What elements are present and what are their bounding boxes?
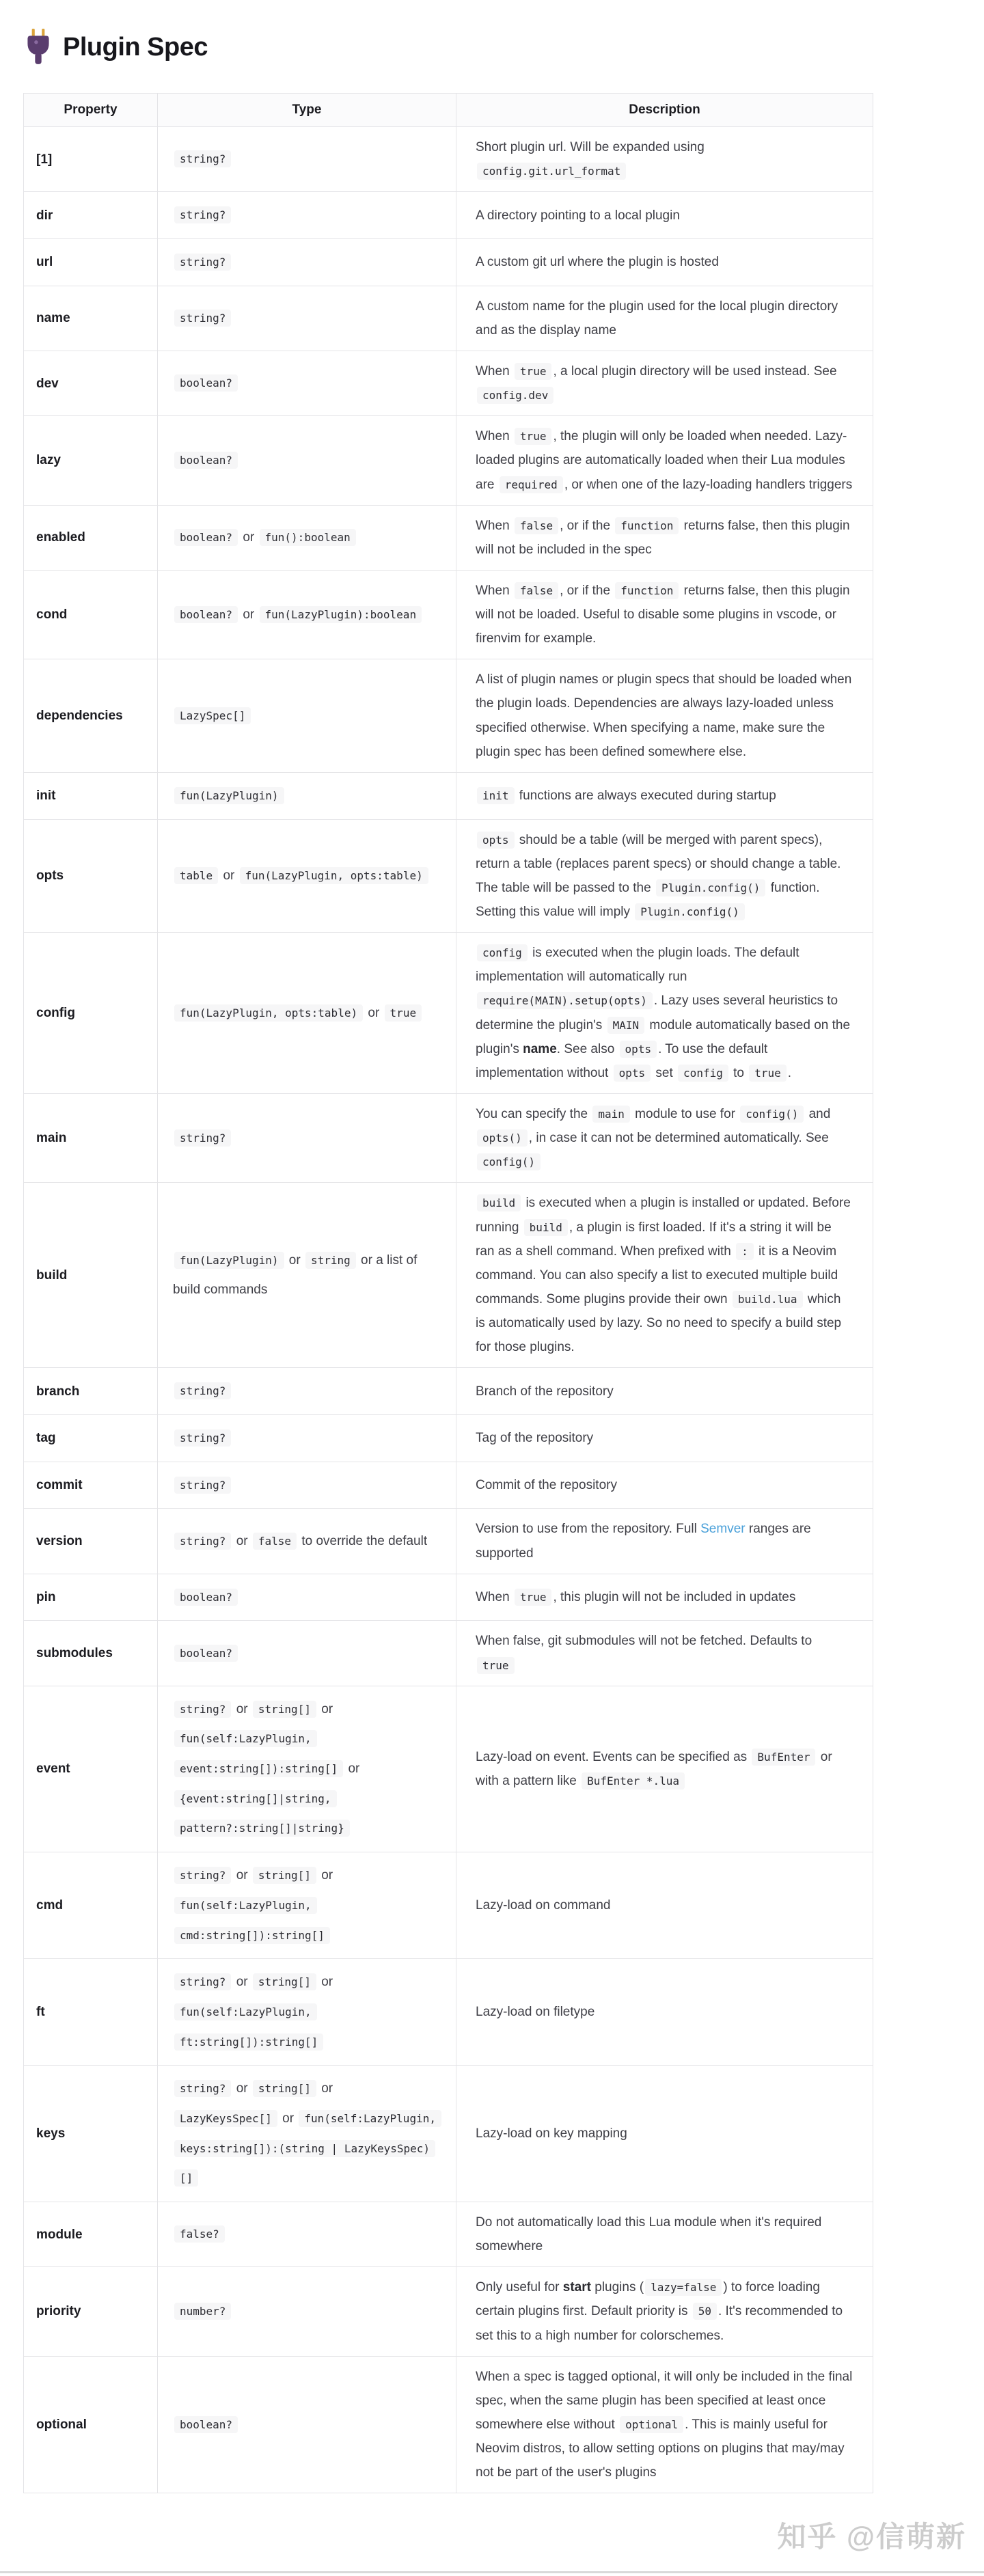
code-chip: boolean? — [174, 1589, 238, 1606]
description-cell — [456, 1462, 873, 1509]
text-segment: Tag of the repository — [476, 1431, 594, 1446]
text-segment: or a list of build commands — [173, 1252, 418, 1298]
property-cell: main — [24, 1094, 158, 1183]
property-cell: name — [24, 286, 158, 351]
code-chip: build.lua — [733, 1291, 803, 1308]
text-segment: . It's recommended to set this to a high number for colorschemes. — [476, 2304, 843, 2343]
type-cell — [158, 772, 456, 819]
code-chip: number? — [174, 2303, 231, 2320]
code-chip: boolean? — [174, 374, 238, 392]
code-chip: fun():boolean — [260, 529, 356, 546]
code-chip: boolean? — [174, 1645, 238, 1662]
text-segment: to override the default — [298, 1533, 428, 1548]
text-segment: or — [232, 2081, 251, 2096]
property-cell: priority — [24, 2267, 158, 2356]
code-chip: fun(self:LazyPlugin, keys:string[]):(string | LazyKeysSpec)[] — [174, 2110, 441, 2187]
table-row-submodules — [24, 1621, 873, 1686]
type-cell — [158, 2202, 456, 2267]
text-segment: or — [232, 1975, 251, 1990]
description-cell — [456, 772, 873, 819]
property-cell: cmd — [24, 1852, 158, 1959]
code-chip: fun(LazyPlugin) — [174, 787, 284, 804]
code-chip: true — [477, 1657, 515, 1674]
code-chip: true — [515, 428, 552, 445]
code-chip: Plugin.config() — [635, 903, 745, 920]
text-segment: . Lazy uses several heuristics to determine the plugin's — [476, 994, 838, 1032]
description-cell — [456, 1852, 873, 1959]
code-chip: true — [749, 1065, 787, 1082]
property-cell: branch — [24, 1368, 158, 1415]
type-cell — [158, 1509, 456, 1574]
text-segment: . To use the default implementation without — [476, 1041, 768, 1080]
table-row-event — [24, 1686, 873, 1852]
text-segment: should be a table (will be merged with parent specs), return a table (replaces parent specs) or should change a table. The table will be passed to the — [476, 832, 841, 895]
text-segment: is executed when a plugin is installed or updated. Before running — [476, 1196, 851, 1235]
text-segment: or — [317, 1868, 333, 1883]
code-chip: config() — [740, 1106, 804, 1123]
table-row-dependencies — [24, 659, 873, 773]
text-segment: Lazy-load on filetype — [476, 2005, 595, 2020]
property-cell: event — [24, 1686, 158, 1852]
text-segment: it is a Neovim command. You can also specify a list to executed multiple build commands. Some plugins provide their own — [476, 1244, 838, 1306]
text-segment: , a plugin is first loaded. If it's a string it will be ran as a shell command. When prefixed with — [476, 1220, 832, 1259]
text-segment: When — [476, 429, 513, 444]
code-chip: BufEnter — [752, 1749, 815, 1766]
table-row-pin — [24, 1574, 873, 1621]
spec-table-body — [24, 127, 873, 2493]
description-cell — [456, 819, 873, 933]
text-segment: is executed when the plugin loads. The default implementation will automatically run — [476, 946, 800, 985]
type-cell — [158, 2066, 456, 2202]
plug-stem — [35, 53, 41, 64]
text-segment: or — [239, 530, 258, 545]
description-cell — [456, 1509, 873, 1574]
plug-prong-right — [42, 29, 44, 36]
text-segment: or — [285, 1252, 304, 1268]
type-cell — [158, 1621, 456, 1686]
type-cell — [158, 416, 456, 505]
description-cell — [456, 192, 873, 239]
code-chip: string? — [174, 1382, 231, 1399]
code-chip: require(MAIN).setup(opts) — [477, 992, 653, 1009]
table-row-version — [24, 1509, 873, 1574]
code-chip: true — [385, 1004, 422, 1022]
description-cell — [456, 1621, 873, 1686]
property-cell: enabled — [24, 505, 158, 570]
code-chip: fun(LazyPlugin, opts:table) — [174, 1004, 363, 1022]
code-chip: fun(self:LazyPlugin, cmd:string[]):string[] — [174, 1897, 330, 1944]
text-segment: or — [239, 607, 258, 622]
text-segment: plugins ( — [590, 2280, 644, 2295]
text-segment: . See also — [556, 1041, 618, 1056]
text-segment: When false, git submodules will not be fetched. Defaults to — [476, 1634, 812, 1649]
type-cell — [158, 659, 456, 773]
code-chip: config — [678, 1065, 728, 1082]
text-segment: or — [364, 1005, 383, 1020]
text-segment: or — [232, 1533, 251, 1548]
type-cell — [158, 570, 456, 659]
text-segment: Commit of the repository — [476, 1478, 617, 1493]
text-segment: A custom git url where the plugin is hosted — [476, 255, 719, 270]
text-segment: , the plugin will only be loaded when needed. Lazy-loaded plugins are automatically loaded when their Lua modules are — [476, 429, 847, 492]
property-cell: submodules — [24, 1621, 158, 1686]
type-cell — [158, 1959, 456, 2066]
property-cell: build — [24, 1183, 158, 1368]
text-segment: or with a pattern like — [476, 1749, 832, 1788]
code-chip: fun(self:LazyPlugin, event:string[]):string[] — [174, 1730, 343, 1777]
code-chip: init — [477, 787, 515, 804]
text-segment: module automatically based on the plugin's — [476, 1017, 851, 1056]
property-cell: dev — [24, 351, 158, 415]
type-cell — [158, 1686, 456, 1852]
text-segment: Lazy-load on key mapping — [476, 2126, 627, 2141]
property-cell: url — [24, 238, 158, 286]
description-cell — [456, 416, 873, 505]
text-segment: A list of plugin names or plugin specs that should be loaded when the plugin loads. Dependencies are always lazy-loaded unless specified otherwise. When specifying a name, make sure the plugin spec has been defined somewhere else. — [476, 672, 852, 759]
column-header-description: Description — [456, 94, 873, 127]
text-segment: or — [232, 1868, 251, 1883]
text-segment: , or when one of the lazy-loading handlers triggers — [564, 477, 853, 492]
code-chip: LazySpec[] — [174, 707, 251, 724]
text-segment: When — [476, 518, 513, 533]
text-segment: returns false, then this plugin will not be included in the spec — [476, 518, 850, 557]
text-segment: returns false, then this plugin will not be loaded. Useful to disable some plugins in vscode, or firenvim for example. — [476, 583, 850, 646]
text-segment: , this plugin will not be included in updates — [553, 1590, 796, 1605]
text-segment: or — [232, 1701, 251, 1716]
table-row-init — [24, 772, 873, 819]
property-cell: [1] — [24, 127, 158, 192]
table-row-keys — [24, 2066, 873, 2202]
code-chip: string? — [174, 2080, 231, 2097]
code-chip: optional — [620, 2416, 683, 2433]
property-cell: dependencies — [24, 659, 158, 773]
text-segment: or — [278, 2111, 298, 2126]
type-cell — [158, 238, 456, 286]
description-cell — [456, 2356, 873, 2493]
table-row-priority — [24, 2267, 873, 2356]
type-cell — [158, 351, 456, 415]
table-row-dev — [24, 351, 873, 415]
code-chip: boolean? — [174, 452, 238, 469]
text-segment: , in case it can not be determined automatically. See — [528, 1131, 829, 1146]
text-segment: When a spec is tagged optional, it will only be included in the final spec, when the same plugin has been specified at least once somewhere else without — [476, 2369, 853, 2433]
type-cell — [158, 1574, 456, 1621]
code-chip: fun(LazyPlugin) — [174, 1252, 284, 1269]
code-chip: string[] — [253, 2080, 316, 2097]
code-chip: string? — [174, 1867, 231, 1884]
description-cell — [456, 659, 873, 773]
code-chip: config.dev — [477, 387, 554, 404]
text-segment: or — [344, 1762, 360, 1777]
type-cell — [158, 127, 456, 192]
property-cell: cond — [24, 570, 158, 659]
text-segment: Short plugin url. Will be expanded using — [476, 140, 705, 154]
text-segment: A directory pointing to a local plugin — [476, 208, 680, 223]
type-cell — [158, 2356, 456, 2493]
text-segment: When — [476, 583, 513, 598]
code-chip: LazyKeysSpec[] — [174, 2110, 277, 2127]
description-cell — [456, 127, 873, 192]
property-cell: tag — [24, 1415, 158, 1462]
property-cell: dir — [24, 192, 158, 239]
code-chip: fun(LazyPlugin):boolean — [260, 606, 422, 623]
type-cell — [158, 1462, 456, 1509]
plug-body — [27, 36, 49, 54]
description-cell — [456, 238, 873, 286]
table-row-name — [24, 286, 873, 351]
code-chip: string? — [174, 1533, 231, 1550]
code-chip: string? — [174, 150, 231, 167]
property-cell: version — [24, 1509, 158, 1574]
property-cell: module — [24, 2202, 158, 2267]
type-cell — [158, 933, 456, 1094]
code-chip: table — [174, 867, 218, 884]
description-cell — [456, 1574, 873, 1621]
text-segment: Branch of the repository — [476, 1384, 614, 1399]
text-segment: Only useful for — [476, 2280, 563, 2295]
table-row-url — [24, 238, 873, 286]
description-cell — [456, 1415, 873, 1462]
code-chip: boolean? — [174, 606, 238, 623]
code-chip: true — [515, 1589, 552, 1606]
description-cell — [456, 2066, 873, 2202]
table-row-1 — [24, 127, 873, 192]
bold-text: name — [523, 1041, 557, 1056]
code-chip: boolean? — [174, 2416, 238, 2433]
text-segment: . — [787, 1065, 792, 1080]
code-chip: string? — [174, 1477, 231, 1494]
code-chip: string? — [174, 1973, 231, 1990]
table-row-build — [24, 1183, 873, 1368]
type-cell — [158, 2267, 456, 2356]
property-cell: optional — [24, 2356, 158, 2493]
type-cell — [158, 1368, 456, 1415]
code-chip: BufEnter *.lua — [582, 1772, 685, 1790]
code-chip: false? — [174, 2225, 225, 2243]
plug-highlight — [34, 40, 38, 44]
table-header — [24, 94, 873, 127]
type-cell — [158, 505, 456, 570]
description-cell — [456, 570, 873, 659]
code-chip: lazy=false — [645, 2279, 722, 2296]
text-segment: , or if the — [560, 518, 614, 533]
code-chip: false — [515, 582, 558, 599]
text-segment: Do not automatically load this Lua module when it's required somewhere — [476, 2215, 822, 2254]
property-cell: opts — [24, 819, 158, 933]
type-cell — [158, 192, 456, 239]
code-chip: opts() — [477, 1129, 528, 1147]
text-segment: which is automatically used by lazy. So no need to specify a build step for those plugins. — [476, 1291, 842, 1355]
plugin-spec-table — [23, 93, 873, 2493]
code-chip: string[] — [253, 1701, 316, 1718]
description-cell — [456, 286, 873, 351]
text-segment: ranges are supported — [476, 1522, 811, 1561]
description-cell — [456, 1183, 873, 1368]
table-row-optional — [24, 2356, 873, 2493]
description-cell — [456, 1094, 873, 1183]
text-segment: or — [317, 2081, 333, 2096]
code-chip: string — [305, 1252, 356, 1269]
text-segment: and — [805, 1107, 831, 1121]
plug-icon — [25, 29, 52, 66]
code-chip: opts — [477, 832, 515, 849]
description-cell — [456, 933, 873, 1094]
table-header-row — [24, 94, 873, 127]
code-chip: function — [615, 582, 679, 599]
text-segment: A custom name for the plugin used for the local plugin directory and as the display name — [476, 299, 838, 338]
table-row-config — [24, 933, 873, 1094]
description-cell — [456, 2267, 873, 2356]
text-segment: functions are always executed during startup — [515, 789, 776, 804]
code-chip: string[] — [253, 1973, 316, 1990]
table-row-branch — [24, 1368, 873, 1415]
code-chip: string? — [174, 206, 231, 223]
code-chip: function — [615, 517, 679, 534]
bold-text: start — [562, 2280, 591, 2295]
table-row-lazy — [24, 416, 873, 505]
type-cell — [158, 1183, 456, 1368]
text-segment: Version to use from the repository. Full — [476, 1522, 701, 1537]
code-chip: false — [253, 1533, 297, 1550]
property-cell: pin — [24, 1574, 158, 1621]
text-segment: Lazy-load on event. Events can be specified as — [476, 1749, 751, 1764]
page-title — [25, 29, 984, 66]
text-segment: When — [476, 364, 513, 379]
code-chip: config.git.url_format — [477, 163, 626, 180]
property-cell: keys — [24, 2066, 158, 2202]
table-row-cmd — [24, 1852, 873, 1959]
text-segment: , or if the — [560, 583, 614, 598]
code-chip: string? — [174, 1701, 231, 1718]
code-chip: string? — [174, 310, 231, 327]
table-row-ft — [24, 1959, 873, 2066]
table-row-cond — [24, 570, 873, 659]
table-row-enabled — [24, 505, 873, 570]
code-chip: fun(self:LazyPlugin, ft:string[]):string[] — [174, 2003, 323, 2051]
text-segment: or — [219, 868, 238, 883]
table-row-commit — [24, 1462, 873, 1509]
code-chip: string? — [174, 1129, 231, 1147]
code-chip: opts — [620, 1041, 657, 1058]
text-segment: to — [729, 1065, 748, 1080]
code-chip: string? — [174, 1429, 231, 1447]
code-chip: config — [477, 944, 528, 961]
page-title-text: Plugin Spec — [63, 32, 208, 61]
description-cell — [456, 2202, 873, 2267]
description-cell — [456, 1368, 873, 1415]
code-chip: boolean? — [174, 529, 238, 546]
bottom-divider — [0, 2571, 984, 2573]
description-cell — [456, 1959, 873, 2066]
property-cell: config — [24, 933, 158, 1094]
text-segment: , a local plugin directory will be used instead. See — [553, 364, 837, 379]
table-row-opts — [24, 819, 873, 933]
plug-prong-left — [32, 29, 35, 36]
property-cell: commit — [24, 1462, 158, 1509]
table-row-main — [24, 1094, 873, 1183]
type-cell — [158, 1415, 456, 1462]
text-segment: . This is mainly useful for Neovim distros, to allow setting options on plugins that may/may not be part of the user's plugins — [476, 2417, 845, 2480]
text-segment: set — [652, 1065, 677, 1080]
text-segment: Lazy-load on command — [476, 1898, 611, 1913]
type-cell — [158, 819, 456, 933]
text-segment: function. Setting this value will imply — [476, 880, 820, 920]
code-chip: config() — [477, 1153, 541, 1170]
semver-link[interactable]: Semver — [700, 1522, 746, 1537]
type-cell — [158, 286, 456, 351]
description-cell — [456, 1686, 873, 1852]
text-segment: When — [476, 1590, 513, 1605]
table-row-tag — [24, 1415, 873, 1462]
text-segment: You can specify the — [476, 1107, 592, 1121]
code-chip: build — [524, 1219, 568, 1236]
watermark: 知乎 @信萌新 — [777, 2521, 966, 2553]
type-cell — [158, 1094, 456, 1183]
code-chip: false — [515, 517, 558, 534]
code-chip: string[] — [253, 1867, 316, 1884]
code-chip: Plugin.config() — [656, 879, 766, 896]
description-cell — [456, 505, 873, 570]
text-segment: or — [317, 1975, 333, 1990]
code-chip: string? — [174, 254, 231, 271]
column-header-property: Property — [24, 94, 158, 127]
text-segment: ) to force loading certain plugins first. Default priority is — [476, 2280, 820, 2319]
code-chip: main — [592, 1106, 630, 1123]
table-row-module — [24, 2202, 873, 2267]
code-chip: opts — [614, 1065, 651, 1082]
code-chip: fun(LazyPlugin, opts:table) — [240, 867, 428, 884]
code-chip: {event:string[]|string, pattern?:string[]|string} — [174, 1790, 350, 1837]
property-cell: init — [24, 772, 158, 819]
description-cell — [456, 351, 873, 415]
type-cell — [158, 1852, 456, 1959]
text-segment: module to use for — [631, 1107, 739, 1121]
column-header-type: Type — [158, 94, 456, 127]
property-cell: ft — [24, 1959, 158, 2066]
code-chip: 50 — [693, 2303, 717, 2320]
code-chip: MAIN — [607, 1017, 645, 1034]
text-segment: or — [317, 1701, 333, 1716]
code-chip: : — [736, 1243, 754, 1260]
code-chip: build — [477, 1194, 521, 1211]
property-cell: lazy — [24, 416, 158, 505]
code-chip: true — [515, 363, 552, 380]
code-chip: required — [500, 476, 563, 493]
table-row-dir — [24, 192, 873, 239]
